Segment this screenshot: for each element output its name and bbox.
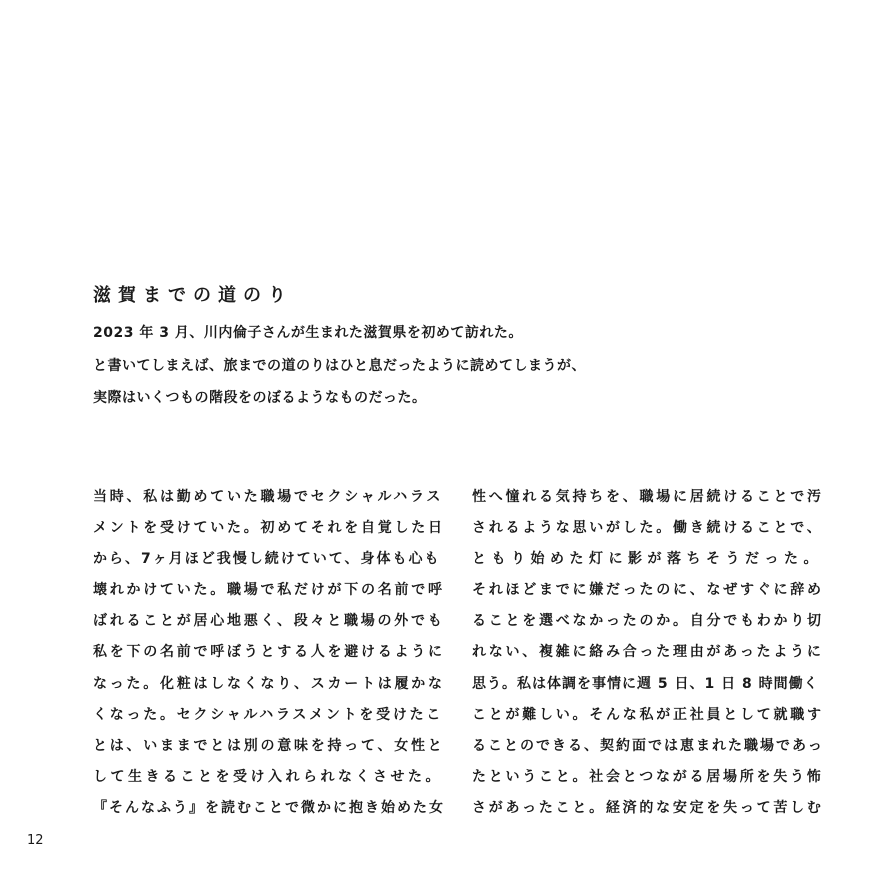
text-line: れない、複雑に絡み合った理由があったように (472, 644, 824, 661)
text-line: ばれることが居心地悪く、段々と職場の外でも (93, 613, 445, 630)
text-line: 『そんなふう』を読むことで微かに抱き始めた女 (93, 799, 445, 816)
text-line: 性へ憧れる気持ちを、職場に居続けることで汚 (472, 489, 824, 505)
text-line: くなった。セクシャルハラスメントを受けたこ (93, 706, 444, 723)
text-line: メントを受けていた。初めてそれを自覚した日 (93, 520, 445, 537)
text-line: して生きることを受け入れられなくさせた。 (93, 768, 443, 785)
intro-line: 実際はいくつもの階段をのぼるようなものだった。 (93, 390, 427, 406)
text-line: 当時、私は勤めていた職場でセクシャルハラス (93, 489, 444, 505)
text-line: ともり始めた灯に影が落ちそうだった。 (472, 551, 823, 568)
text-line: されるような思いがした。働き続けることで、 (472, 520, 824, 537)
text-line: 壊れかけていた。職場で私だけが下の名前で呼 (93, 582, 445, 599)
text-line: さがあったこと。経済的な安定を失って苦しむ (472, 799, 824, 816)
intro-line: と書いてしまえば、旅までの道のりはひと息だったように読めてしまうが、 (93, 357, 586, 374)
page-number: 12 (27, 833, 44, 848)
intro-line: 2023 年 3 月、川内倫子さんが生まれた滋賀県を初めて訪れた。 (93, 325, 523, 341)
text-line: たということ。社会とつながる居場所を失う怖 (472, 768, 824, 785)
text-line: 思う。私は体調を事情に週 5 日、1 日 8 時間働く (472, 675, 819, 692)
text-line: とは、いままでとは別の意味を持って、女性と (93, 737, 445, 754)
body-column-right (472, 486, 824, 828)
text-line: なった。化粧はしなくなり、スカートは履かな (93, 675, 445, 692)
body-column-left (93, 486, 445, 828)
text-line: ることのできる、契約面では恵まれた職場であっ (472, 737, 824, 754)
text-line: それほどまでに嫌だったのに、なぜすぐに辞め (472, 582, 824, 599)
intro-paragraph (93, 322, 633, 420)
section-title: 滋賀までの道のり (93, 285, 293, 306)
text-line: ことが難しい。そんな私が正社員として就職す (472, 706, 824, 723)
text-line: 私を下の名前で呼ぼうとする人を避けるように (93, 644, 445, 661)
text-line: から、7ヶ月ほど我慢し続けていて、身体も心も (93, 551, 441, 568)
text-line: ることを選べなかったのか。自分でもわかり切 (472, 613, 824, 630)
